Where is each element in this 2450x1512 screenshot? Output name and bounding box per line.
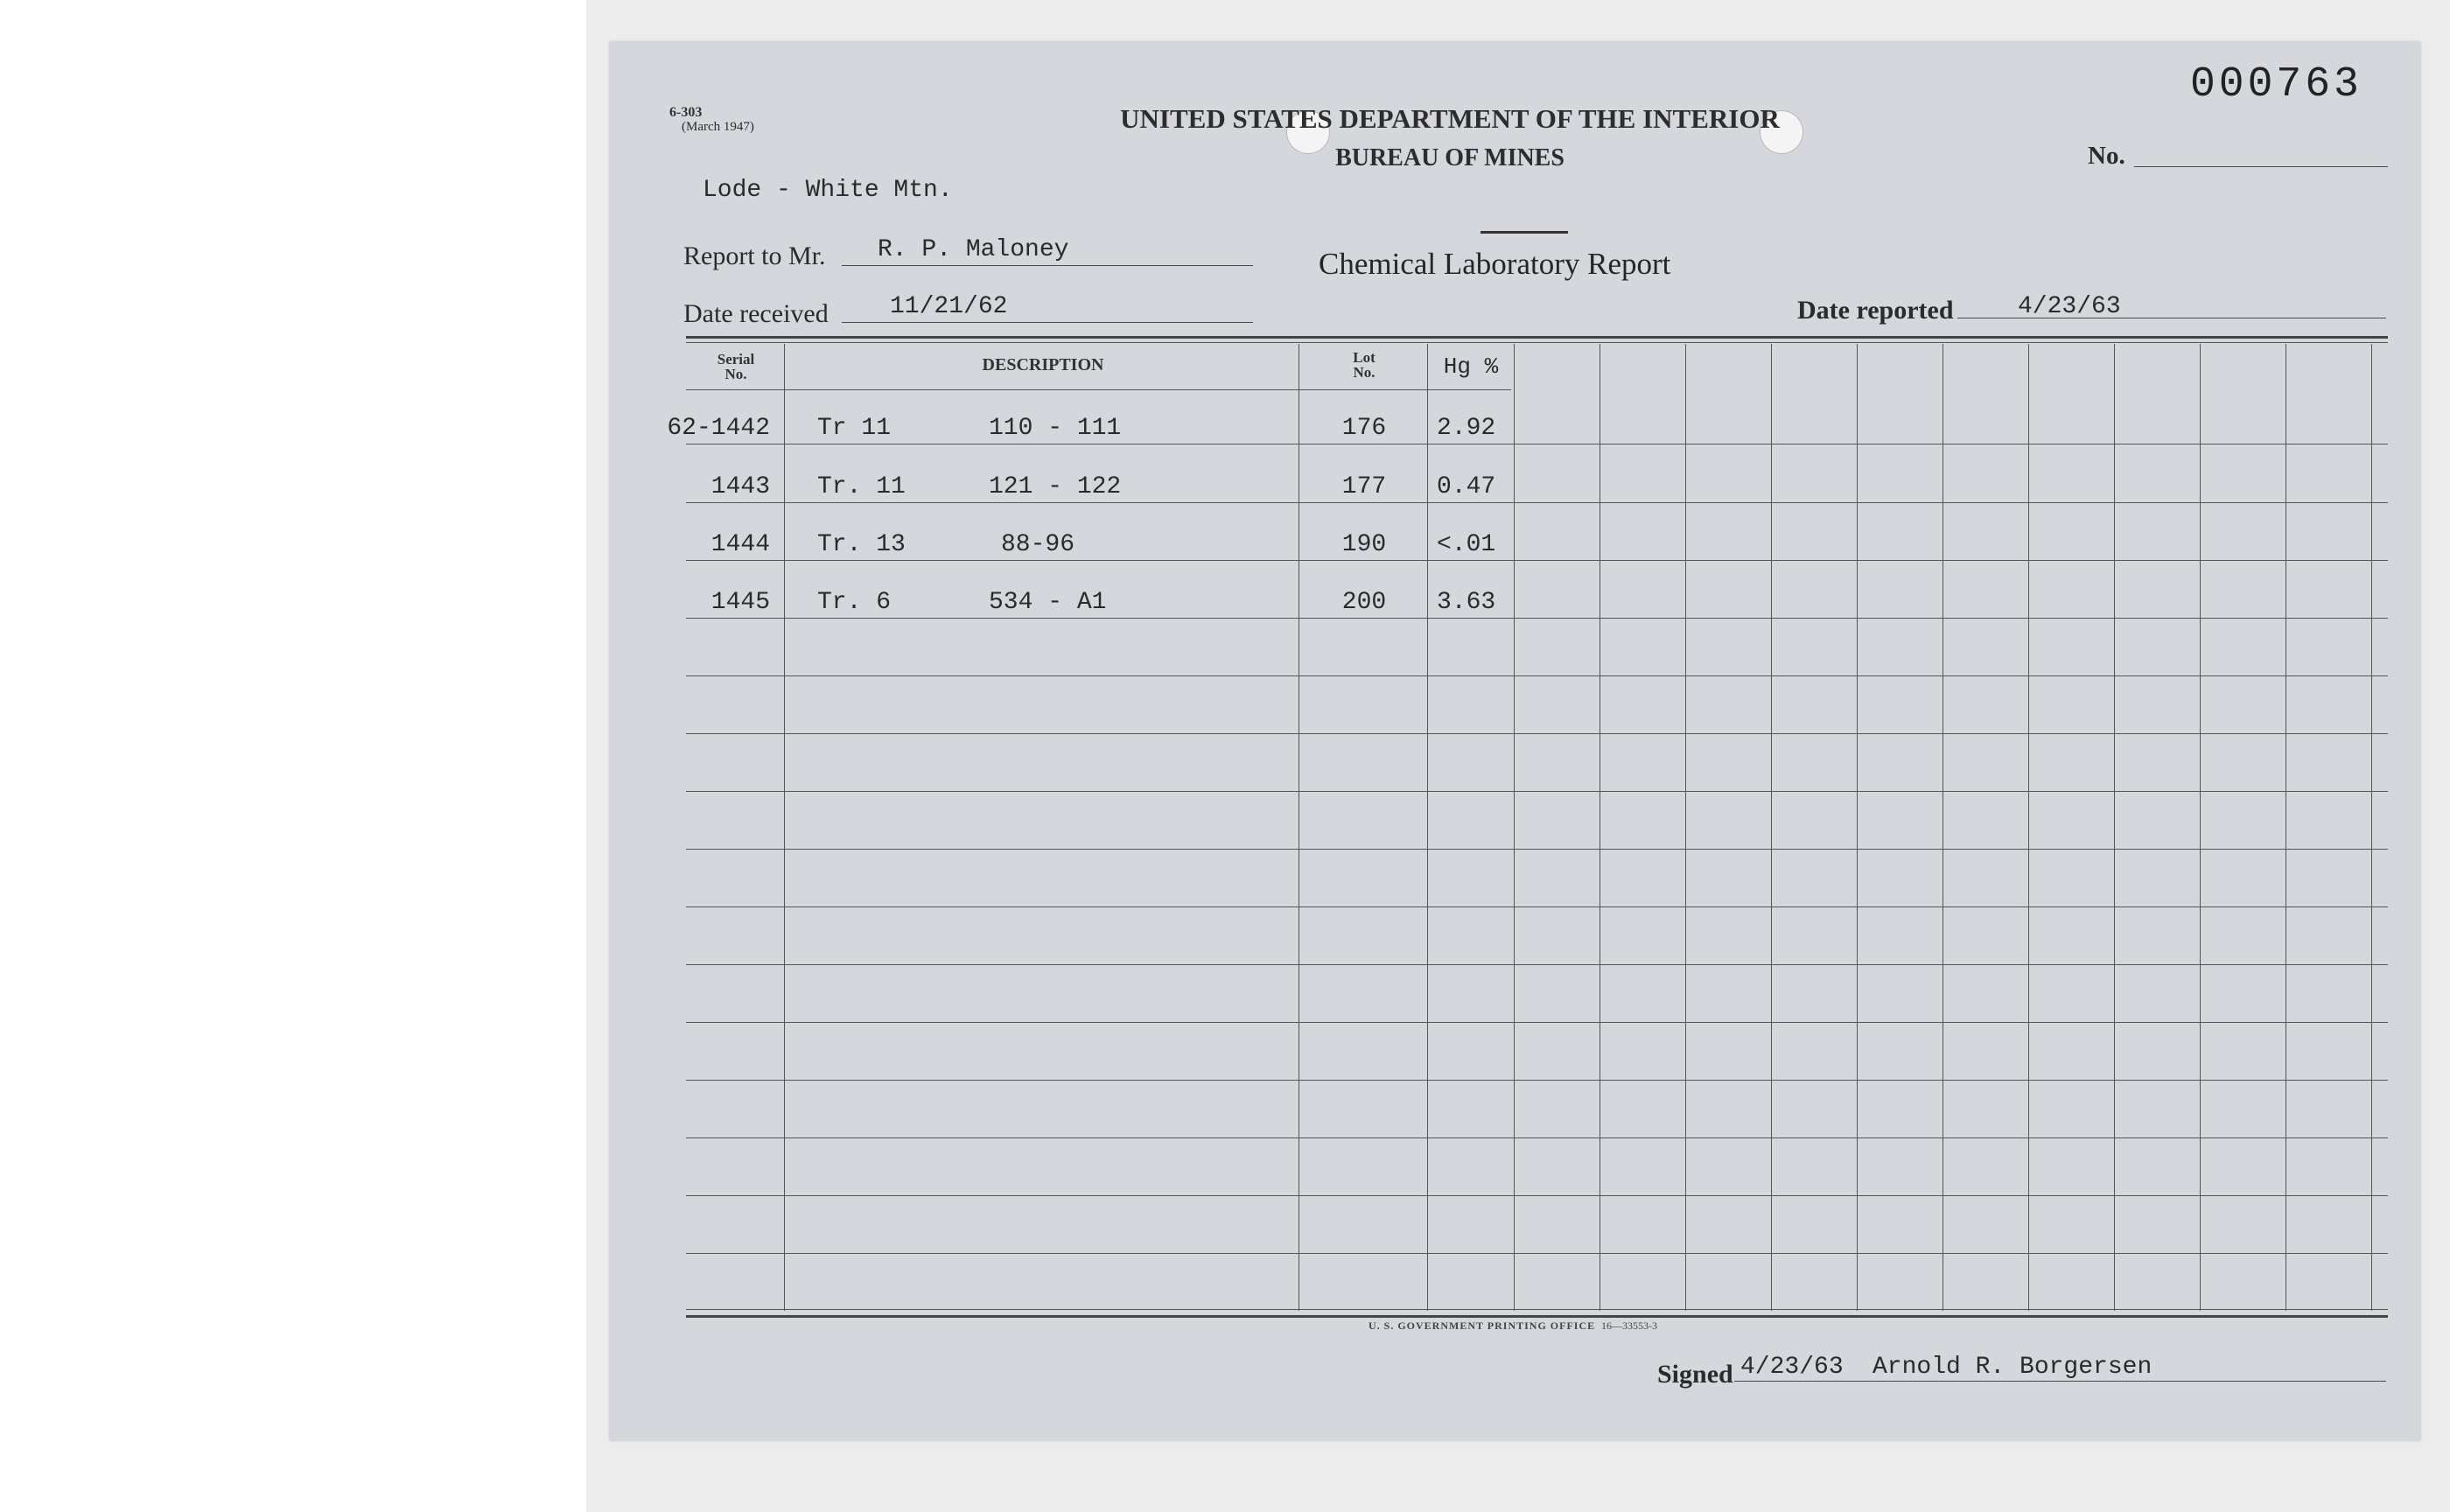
lot-header-line1: Lot (1353, 349, 1376, 366)
column-rule (2371, 344, 2372, 1311)
form-date: (March 1947) (682, 120, 754, 134)
stamp-number: 000763 (2190, 61, 2362, 108)
row-rule (686, 849, 2388, 850)
serial-cell: 1444 (710, 531, 770, 558)
hg-cell: <.01 (1437, 531, 1496, 558)
row-rule (686, 502, 2388, 503)
hg-header: Hg % (1443, 354, 1499, 380)
row-rule (686, 560, 2388, 561)
report-to-underline (842, 265, 1253, 266)
column-rule (1942, 344, 1943, 1311)
agency-line2: BUREAU OF MINES (1335, 144, 1564, 172)
row-rule (686, 1253, 2388, 1254)
row-rule (686, 964, 2388, 965)
report-title: Chemical Laboratory Report (1319, 247, 1671, 281)
report-to-label: Report to Mr. (683, 242, 826, 270)
hg-cell: 3.63 (1437, 589, 1496, 616)
row-rule (686, 733, 2388, 734)
row-rule (686, 1022, 2388, 1023)
trench-cell: Tr. 6 (817, 589, 892, 616)
table-top-rule (686, 336, 2388, 339)
serial-cell: 1443 (710, 473, 770, 500)
report-to-value: R. P. Maloney (878, 236, 1069, 263)
signed-underline (1734, 1381, 2386, 1382)
serial-header-line1: Serial (717, 351, 755, 368)
range-cell: 534 - A1 (989, 589, 1107, 616)
column-rule (1685, 344, 1686, 1311)
column-rule (1771, 344, 1772, 1311)
column-rule (2200, 344, 2201, 1311)
no-label: No. (2088, 142, 2125, 170)
agency-line1: UNITED STATES DEPARTMENT OF THE INTERIOR (1120, 103, 1780, 134)
row-rule (686, 791, 2388, 792)
date-reported-label: Date reported (1797, 296, 1954, 325)
printer-note: U. S. GOVERNMENT PRINTING OFFICE (1368, 1320, 1596, 1332)
lot-header-line2: No. (1353, 364, 1376, 381)
range-cell: 110 - 111 (989, 415, 1122, 442)
column-rule (1857, 344, 1858, 1311)
lot-cell: 176 (1341, 415, 1387, 442)
range-cell: 88-96 (1001, 531, 1075, 558)
column-rule (1514, 344, 1515, 1311)
date-received-underline (842, 322, 1253, 323)
table-bottom-rule-2 (686, 1315, 2388, 1318)
trench-cell: Tr. 13 (817, 531, 906, 558)
signed-date: 4/23/63 (1740, 1354, 1844, 1381)
hg-cell: 2.92 (1437, 415, 1496, 442)
serial-cell: 1445 (710, 589, 770, 616)
no-underline (2134, 166, 2388, 167)
trench-cell: Tr 11 (817, 415, 892, 442)
row-rule (686, 1080, 2388, 1081)
table-bottom-rule (686, 1309, 2388, 1310)
row-rule (686, 1195, 2388, 1196)
location-text: Lode - White Mtn. (703, 177, 953, 204)
lab-report-sheet (610, 42, 2420, 1440)
description-header: DESCRIPTION (982, 355, 1104, 374)
lot-cell: 190 (1341, 531, 1387, 558)
serial-header-line2: No. (724, 366, 747, 382)
row-rule (686, 906, 2388, 907)
range-cell: 121 - 122 (989, 473, 1122, 500)
signed-name: Arnold R. Borgersen (1872, 1354, 2152, 1381)
date-received-label: Date received (683, 299, 829, 328)
header-bottom-rule (686, 389, 1511, 390)
date-reported-value: 4/23/63 (2018, 293, 2121, 320)
hg-cell: 0.47 (1437, 473, 1496, 500)
signed-label: Signed (1657, 1360, 1733, 1389)
date-received-value: 11/21/62 (890, 293, 1008, 320)
column-rule (2114, 344, 2115, 1311)
printer-code: 16—33553-3 (1601, 1320, 1657, 1332)
lot-cell: 177 (1341, 473, 1387, 500)
column-rule (784, 344, 785, 1311)
trench-cell: Tr. 11 (817, 473, 906, 500)
title-rule (1480, 231, 1568, 234)
lot-cell: 200 (1341, 589, 1387, 616)
form-number: 6-303 (669, 105, 703, 120)
table-top-rule-2 (686, 342, 2388, 343)
serial-cell: 62-1442 (667, 415, 770, 442)
column-rule (2028, 344, 2029, 1311)
row-rule (686, 618, 2388, 619)
